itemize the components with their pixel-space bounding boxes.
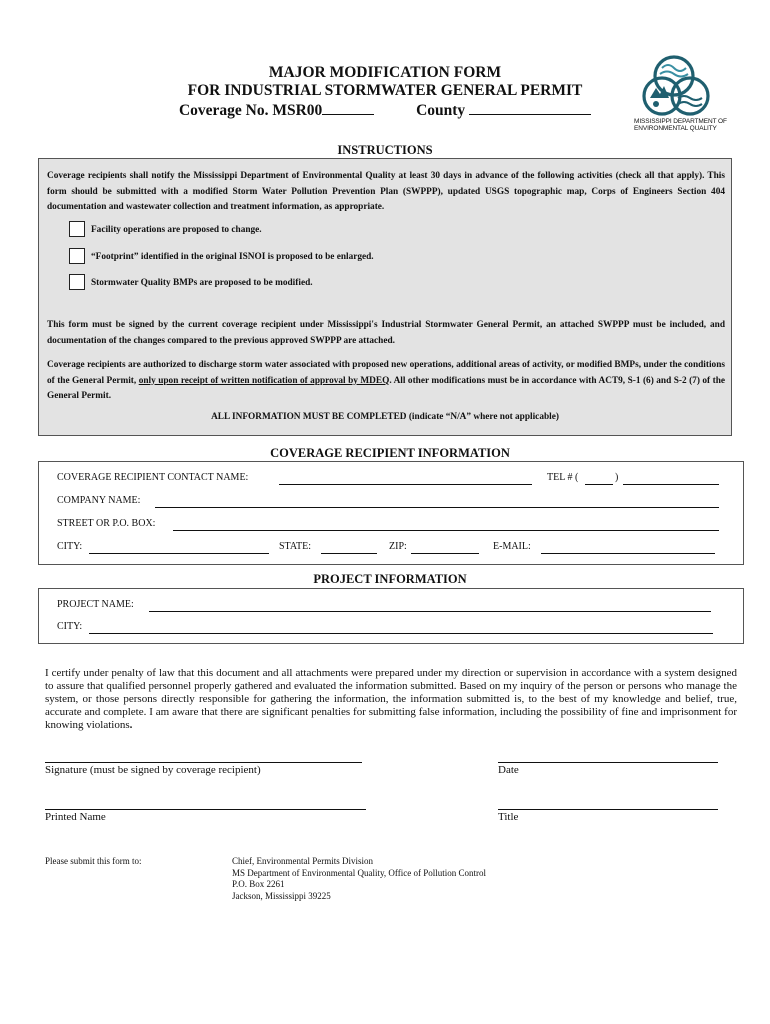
company-name-label: COMPANY NAME: bbox=[57, 495, 141, 506]
printed-name-field[interactable] bbox=[45, 809, 366, 810]
city-label: CITY: bbox=[57, 541, 83, 552]
form-title-line2: FOR INDUSTRIAL STORMWATER GENERAL PERMIT bbox=[187, 82, 583, 99]
instructions-heading: INSTRUCTIONS bbox=[337, 143, 433, 157]
coverage-recipient-heading: COVERAGE RECIPIENT INFORMATION bbox=[270, 446, 510, 460]
instructions-box bbox=[38, 158, 732, 436]
certification-statement: I certify under penalty of law that this document and all attachments were prepared under my direction or supervision in accordance with a system designed to assure that qualified personnel properly gathered and evaluated the information submitted. Based on my inquiry of the person or persons who manage the system, or those persons directly responsible for gathering the information, the information submitted is, to the best of my knowledge and belief, true, accurate and complete. I am aware that there are significant penalties for submitting false information, including the possibility of fine and imprisonment for knowing violations. bbox=[45, 667, 737, 731]
date-label: Date bbox=[498, 764, 519, 776]
contact-name-field[interactable] bbox=[279, 484, 532, 485]
sign-note: This form must be signed by the current coverage recipient under Mississippi's Industrial Stormwater General Permit, an attached SWPPP must be included, and documentation of the changes compared to the previous approved SWPPP are attached. bbox=[47, 320, 725, 346]
submit-address bbox=[232, 856, 486, 902]
title-label: Title bbox=[498, 811, 519, 823]
email-field[interactable] bbox=[541, 553, 715, 554]
instructions-intro: Coverage recipients shall notify the Mississippi Department of Environmental Quality at least 30 days in advance of the following activities (check all that apply). This form should be submitted with a modified Storm Water Pollution Prevention Plan (SWPPP), updated USGS topographic map, Corps of Engineers Section 404 documentation and wastewater collection and treatment information, as appropriate. bbox=[47, 171, 725, 212]
county-field[interactable] bbox=[469, 100, 591, 115]
county-label: County bbox=[416, 102, 466, 119]
signature-label: Signature (must be signed by coverage recipient) bbox=[45, 764, 261, 776]
approval-requirement: only upon receipt of written notification of approval by MDEQ bbox=[138, 375, 390, 386]
zip-label: ZIP: bbox=[389, 541, 407, 552]
tel-number-field[interactable] bbox=[623, 484, 719, 485]
address-line: Jackson, Mississippi 39225 bbox=[232, 890, 331, 901]
contact-name-label: COVERAGE RECIPIENT CONTACT NAME: bbox=[57, 472, 249, 483]
mdeq-logo bbox=[632, 54, 732, 138]
mdeq-logo-icon bbox=[632, 54, 732, 118]
address-line: P.O. Box 2261 bbox=[232, 879, 285, 889]
state-label: STATE: bbox=[279, 541, 311, 552]
logo-caption: MISSISSIPPI DEPARTMENT OF ENVIRONMENTAL QUALITY bbox=[634, 118, 727, 132]
coverage-number-field[interactable] bbox=[322, 100, 374, 115]
project-city-label: CITY: bbox=[57, 621, 83, 632]
printed-name-label: Printed Name bbox=[45, 811, 106, 823]
bmps-checkbox[interactable] bbox=[69, 274, 85, 290]
authorization-note: Coverage recipients are authorized to discharge storm water associated with proposed new operations, additional areas of activity, or modified BMPs, under the conditions of the General Permit, only upon receipt of written notification of approval by MDEQ. All other modifications must be in accordance with ACT9, S-1 (6) and S-2 (7) of the General Permit. bbox=[47, 360, 725, 401]
date-field[interactable] bbox=[498, 762, 718, 763]
project-name-field[interactable] bbox=[149, 611, 711, 612]
submit-label: Please submit this form to: bbox=[45, 856, 142, 866]
project-city-field[interactable] bbox=[89, 633, 713, 634]
email-label: E-MAIL: bbox=[493, 541, 531, 552]
signature-field[interactable] bbox=[45, 762, 362, 763]
footprint-checkbox[interactable] bbox=[69, 248, 85, 264]
city-field[interactable] bbox=[89, 553, 269, 554]
project-info-heading: PROJECT INFORMATION bbox=[313, 572, 467, 586]
tel-label: TEL # ( bbox=[547, 472, 579, 483]
street-field[interactable] bbox=[173, 530, 719, 531]
project-name-label: PROJECT NAME: bbox=[57, 599, 134, 610]
coverage-recipient-box bbox=[38, 461, 744, 565]
facility-operations-checkbox[interactable] bbox=[69, 221, 85, 237]
form-title-line1: MAJOR MODIFICATION FORM bbox=[268, 64, 502, 81]
tel-area-code-field[interactable] bbox=[585, 484, 613, 485]
facility-operations-label: Facility operations are proposed to change. bbox=[91, 225, 262, 235]
title-field[interactable] bbox=[498, 809, 718, 810]
bmps-label: Stormwater Quality BMPs are proposed to be modified. bbox=[91, 278, 313, 288]
coverage-number-label: Coverage No. MSR00 bbox=[178, 102, 323, 119]
address-line: Chief, Environmental Permits Division bbox=[232, 856, 373, 866]
project-info-box bbox=[38, 588, 744, 644]
street-label: STREET OR P.O. BOX: bbox=[57, 518, 156, 529]
address-line: MS Department of Environmental Quality, Office of Pollution Control bbox=[232, 867, 486, 878]
zip-field[interactable] bbox=[411, 553, 479, 554]
company-name-field[interactable] bbox=[155, 507, 719, 508]
footprint-label: “Footprint” identified in the original ISNOI is proposed to be enlarged. bbox=[91, 252, 374, 262]
all-info-note: ALL INFORMATION MUST BE COMPLETED (indicate “N/A” where not applicable) bbox=[211, 412, 559, 422]
tel-close-paren: ) bbox=[615, 472, 619, 483]
state-field[interactable] bbox=[321, 553, 377, 554]
